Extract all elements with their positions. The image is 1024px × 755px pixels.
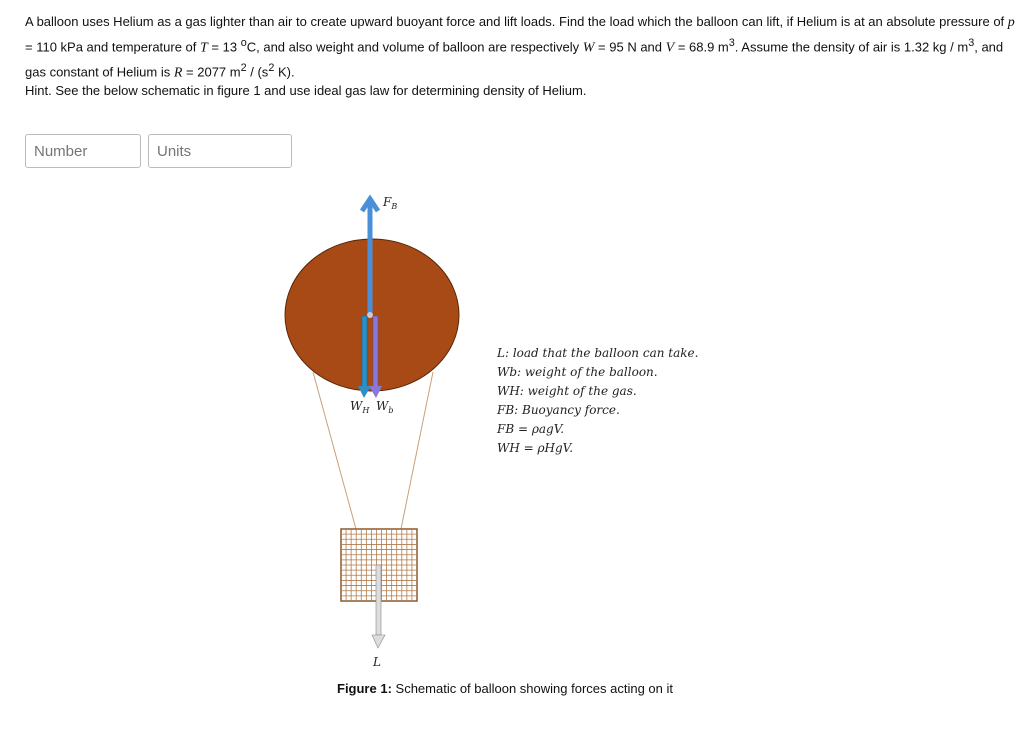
rope-right: [401, 372, 433, 529]
legend-line: WH: weight of the gas.: [497, 384, 637, 398]
center-point: [367, 312, 373, 318]
legend-line: Wb: weight of the balloon.: [497, 365, 658, 379]
rope-left: [313, 372, 356, 529]
label-wh: $W_H$: [350, 399, 370, 415]
legend-line: FB = ρagV.: [497, 422, 565, 436]
label-fb: $F_B$: [383, 195, 398, 211]
legend: [496, 346, 698, 455]
legend-line: L: load that the balloon can take.: [497, 346, 699, 360]
hint-text: Hint. See the below schematic in figure 1 and use ideal gas law for determining density of Helium.: [25, 83, 587, 98]
legend-line: WH = ρHgV.: [497, 441, 574, 455]
label-wb: $W_b$: [376, 399, 394, 415]
question-text: A balloon uses Helium as a gas lighter than air to create upward buoyant force and lift loads. Find the load which the balloon can lift, if Helium is at an absolute pressure of p = 110 kPa and temperature of T = 13 $^o$C, and also weight and volume of balloon are respectively W = 95 N and V = 68.9 $m^3$. Assume the density of air is 1.32 kg / $m^3$, and gas constant of Helium is R = 2077 $m^2 / (s^2$ K).: [25, 14, 1015, 81]
label-l: L: [373, 655, 381, 669]
figure-caption: Figure 1: Schematic of balloon showing forces acting on it: [337, 681, 674, 696]
legend-line: FB: Buoyancy force.: [497, 403, 620, 417]
